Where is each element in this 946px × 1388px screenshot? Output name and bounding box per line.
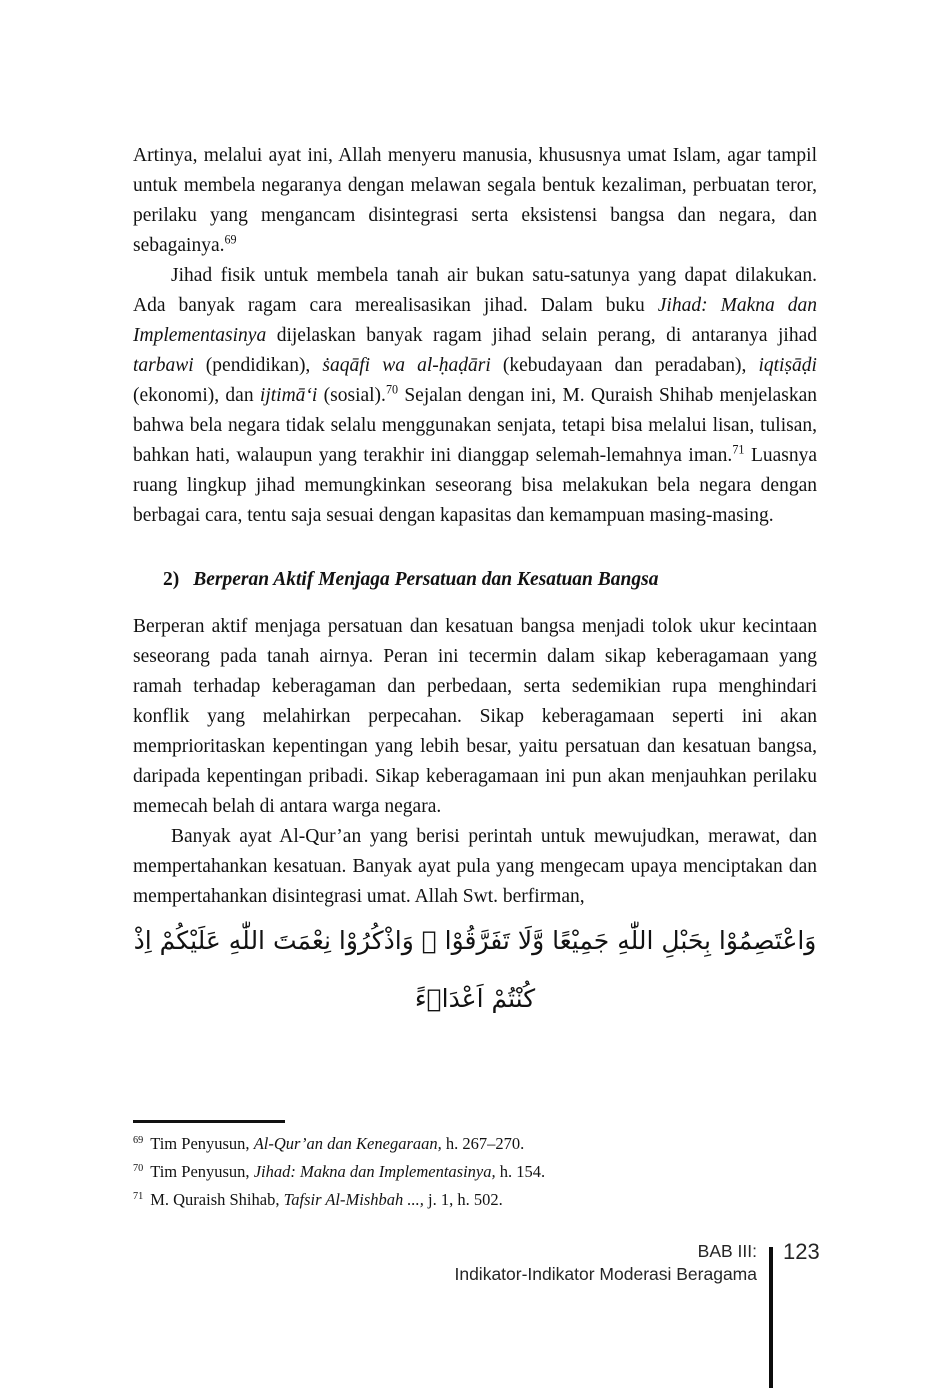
page-number: 123 [783, 1239, 820, 1264]
footnote-70 [133, 1158, 817, 1186]
footnote-number: 70 [133, 1162, 144, 1174]
footnote-number: 69 [133, 1134, 144, 1146]
footer-chapter-label: BAB III: [697, 1241, 757, 1261]
footnote-text: Tim Penyusun, Jihad: Makna dan Implementasinya, h. 154. [150, 1162, 546, 1181]
paragraph-jihad: Jihad fisik untuk membela tanah air bukan satu-satunya yang dapat dilakukan. Ada banyak ragam cara merealisasikan jihad. Dalam buku Jihad: Makna dan Implementasinya dijelaskan banyak ragam jihad selain perang, di antaranya jihad tarbawi (pendidikan), ṡaqāfi wa al-ḥaḍāri (kebudayaan dan peradaban), iqtiṣāḍi (ekonomi), dan ijtimā‘i (sosial).$^{70}$ Sejalan dengan ini, M. Quraish Shihab menjelaskan bahwa bela negara tidak selalu menggunakan senjata, tetapi bisa melalui lisan, tulisan, bahkan hati, walaupun yang terakhir ini dianggap selemah-lemahnya iman.$^{71}$ Luasnya ruang lingkup jihad memungkinkan seseorang bisa melakukan bela negara dengan berbagai cara, tentu saja sesuai dengan kapasitas dan kemampuan masing-masing. [133, 265, 818, 526]
footnote-69 [133, 1130, 817, 1158]
main-text-block [133, 141, 817, 1028]
section-heading-number: 2) [163, 569, 180, 590]
footnote-text: Tim Penyusun, Al-Qur’an dan Kenegaraan, h. 267–270. [150, 1134, 525, 1153]
arabic-verse: وَاعْتَصِمُوْا بِحَبْلِ اللّٰهِ جَمِيْعًا وَّلَا تَفَرَّقُوْا ۖ وَاذْكُرُوْا نِعْمَتَ اللّٰهِ عَلَيْكُمْ اِذْ كُنْتُمْ اَعْدَاۤءً [133, 926, 817, 1013]
footer-chapter [454, 1240, 757, 1286]
paragraph-berperan: Berperan aktif menjaga persatuan dan kesatuan bangsa menjadi tolok ukur kecintaan seseorang pada tanah airnya. Peran ini tecermin dalam sikap keberagamaan yang ramah terhadap keberagaman dan perbedaan, serta sedemikian rupa menghindari konflik yang melahirkan perpecahan. Sikap keberagamaan seperti ini akan memprioritaskan kepentingan yang lebih besar, yaitu persatuan dan kesatuan bangsa, daripada kepentingan pribadi. Sikap keberagamaan ini pun akan menjauhkan perilaku memecah belah di antara warga negara. [133, 616, 817, 817]
footnote-separator [133, 1120, 285, 1123]
section-heading [133, 565, 817, 595]
footnote-block [133, 1120, 817, 1214]
footnote-number: 71 [133, 1190, 144, 1202]
footnote-text: M. Quraish Shihab, Tafsir Al-Mishbah ..., j. 1, h. 502. [150, 1190, 503, 1209]
footnote-71 [133, 1186, 817, 1214]
footer-chapter-title: Indikator-Indikator Moderasi Beragama [454, 1264, 757, 1284]
footer-divider-bar [769, 1247, 773, 1388]
section-heading-title: Berperan Aktif Menjaga Persatuan dan Kesatuan Bangsa [193, 569, 659, 590]
paragraph-banyak-ayat: Banyak ayat Al-Qur’an yang berisi perintah untuk mewujudkan, merawat, dan mempertahankan kesatuan. Banyak ayat pula yang mengecam upaya menciptakan dan mempertahankan disintegrasi umat. Allah Swt. berfirman, [133, 826, 817, 907]
paragraph-translation: Artinya, melalui ayat ini, Allah menyeru manusia, khususnya umat Islam, agar tampil untuk membela negaranya dengan melawan segala bentuk kezaliman, perbuatan teror, perilaku yang mengancam disintegrasi serta eksistensi bangsa dan negara, dan sebagainya.$^{69}$ [133, 145, 817, 256]
